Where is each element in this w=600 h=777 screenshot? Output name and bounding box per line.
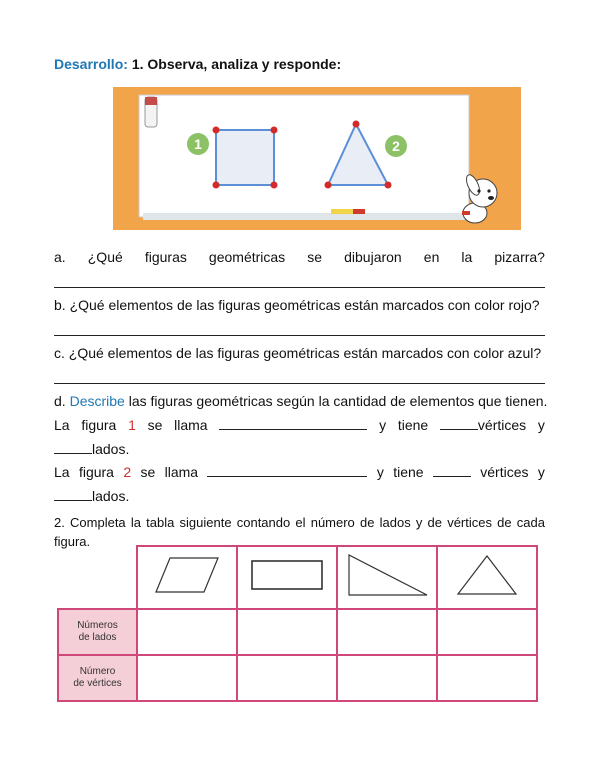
figure-1-name-blank[interactable] xyxy=(219,415,367,430)
badge-1-label: 1 xyxy=(194,136,202,152)
word: figura xyxy=(81,417,117,433)
word: lados. xyxy=(92,441,130,457)
figure-1-sides-blank[interactable] xyxy=(54,439,92,454)
figure-2-name-blank[interactable] xyxy=(207,462,367,477)
word: lados. xyxy=(92,488,130,504)
heading-text: 1. Observa, analiza y responde: xyxy=(131,56,342,72)
chalk-tray xyxy=(143,213,465,220)
row-header-line: Número xyxy=(79,666,116,677)
table-header-row xyxy=(58,546,537,609)
word: pizarra? xyxy=(494,249,545,265)
figure-1-vertices-group xyxy=(440,415,526,435)
right-triangle-icon xyxy=(345,552,429,598)
word: llama xyxy=(174,417,208,433)
answer-line-a[interactable] xyxy=(54,287,545,288)
word: llama xyxy=(164,464,199,480)
badge-2-label: 2 xyxy=(392,138,400,154)
table-row xyxy=(58,609,537,655)
eraser-icon xyxy=(145,97,157,127)
question-c: c. ¿Qué elementos de las figuras geométricas están marcados con color azul? xyxy=(54,345,542,361)
word: tiene xyxy=(397,417,429,433)
triangle-icon xyxy=(455,553,519,597)
table-corner xyxy=(58,546,137,609)
question-d-prefix: d. xyxy=(54,393,66,409)
sides-cell[interactable] xyxy=(337,609,437,655)
figure-2-sides-blank[interactable] xyxy=(54,486,92,501)
question-2: 2. Completa la tabla siguiente contando el número de lados y de vértices de cada figura. xyxy=(54,515,545,549)
figure-2-sentence xyxy=(54,462,545,482)
word: se xyxy=(307,249,323,265)
word: La xyxy=(54,464,70,480)
row-header-vertices xyxy=(58,655,137,701)
parallelogram-icon xyxy=(152,555,222,595)
row-header-line: de vértices xyxy=(73,678,122,689)
word: a. xyxy=(54,249,66,265)
word: dibujaron xyxy=(344,249,402,265)
word: y xyxy=(379,417,387,433)
word: vértices xyxy=(477,417,527,433)
vertices-cell[interactable] xyxy=(137,655,237,701)
table-shape-cell xyxy=(237,546,337,609)
word: se xyxy=(147,417,163,433)
word: y xyxy=(537,464,545,480)
section-heading xyxy=(54,56,341,72)
sides-cell[interactable] xyxy=(437,609,537,655)
sides-cell[interactable] xyxy=(237,609,337,655)
word: en xyxy=(423,249,440,265)
rectangle-icon xyxy=(249,557,325,593)
answer-line-c[interactable] xyxy=(54,383,545,384)
board-surface xyxy=(139,95,469,217)
figure-1-sides xyxy=(54,439,129,459)
word: la xyxy=(461,249,473,265)
question-d-rest: las figuras geométricas según la cantidad de elementos que tienen. xyxy=(128,393,548,409)
table-shape-cell xyxy=(337,546,437,609)
word: se xyxy=(140,464,156,480)
vertices-cell[interactable] xyxy=(437,655,537,701)
question-b: b. ¿Qué elementos de las figuras geométricas están marcados con color rojo? xyxy=(54,297,540,313)
question-d xyxy=(54,391,547,411)
question-a xyxy=(54,247,545,267)
figure-1-sentence xyxy=(54,415,545,435)
vertices-cell[interactable] xyxy=(237,655,337,701)
square-figure xyxy=(216,130,274,185)
whiteboard-illustration xyxy=(113,87,521,230)
count-table xyxy=(57,545,538,702)
table-shape-cell xyxy=(437,546,537,609)
figure-2-number: 2 xyxy=(123,464,132,480)
answer-line-b[interactable] xyxy=(54,335,545,336)
word: ¿Qué xyxy=(87,249,123,265)
word: geométricas xyxy=(208,249,286,265)
table-row xyxy=(58,655,537,701)
word: figuras xyxy=(144,249,187,265)
word: La xyxy=(54,417,70,433)
table-shape-cell xyxy=(137,546,237,609)
row-header-line: de lados xyxy=(78,632,117,643)
word: y xyxy=(537,417,545,433)
word: tiene xyxy=(393,464,424,480)
word: figura xyxy=(78,464,114,480)
row-header-line: Números xyxy=(77,620,118,631)
word: vértices xyxy=(480,464,529,480)
question-d-verb: Describe xyxy=(69,393,125,409)
vertices-cell[interactable] xyxy=(337,655,437,701)
heading-lead: Desarrollo: xyxy=(54,56,128,72)
figure-1-vertices-blank[interactable] xyxy=(440,415,478,430)
word: y xyxy=(376,464,384,480)
sides-cell[interactable] xyxy=(137,609,237,655)
figure-1-number: 1 xyxy=(128,417,136,433)
row-header-sides xyxy=(58,609,137,655)
figure-2-sides xyxy=(54,486,129,506)
figure-2-vertices-blank[interactable] xyxy=(433,462,471,477)
